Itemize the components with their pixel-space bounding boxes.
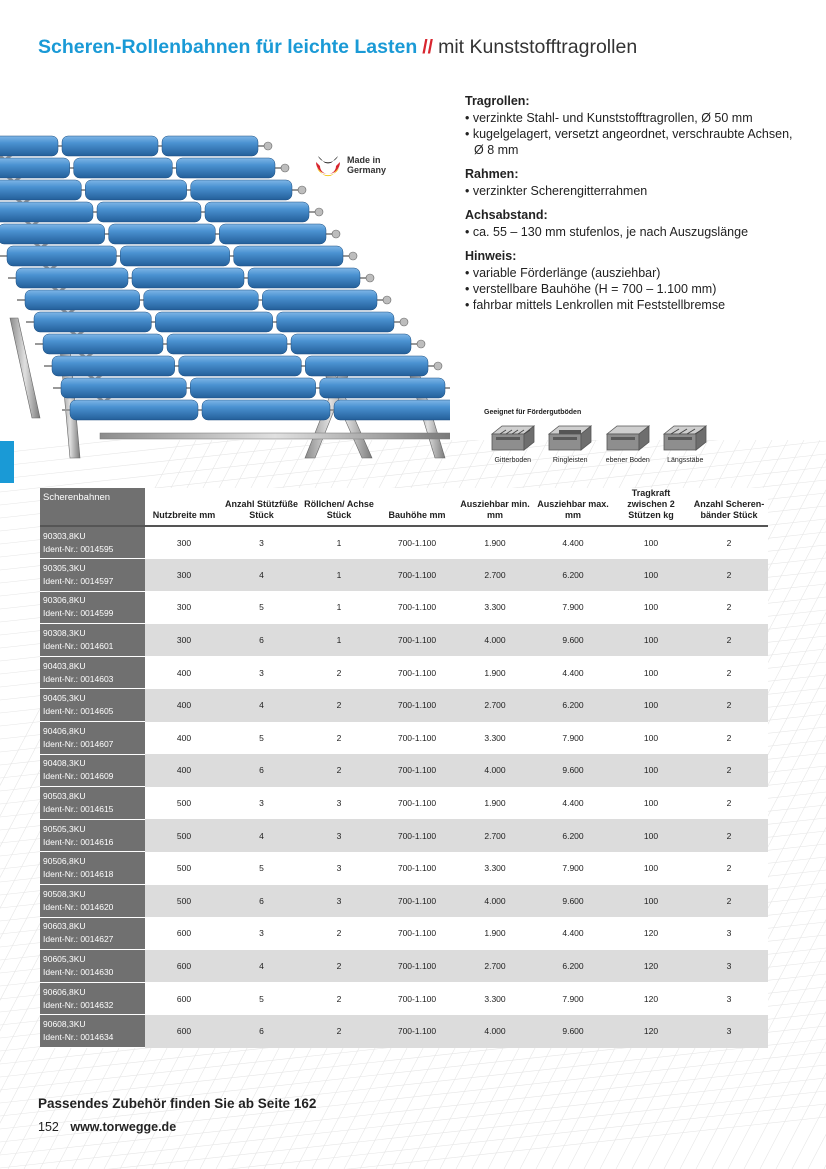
table-row	[40, 526, 768, 559]
table-cell: 3.300	[456, 982, 534, 1015]
table-cell: 100	[612, 559, 690, 592]
table-cell: 2	[690, 559, 768, 592]
table-cell: 700-1.100	[378, 656, 456, 689]
table-cell: 2.700	[456, 689, 534, 722]
table-cell: 3	[223, 526, 300, 559]
article-number: 90608,3KU	[43, 1019, 86, 1030]
table-cell: 3	[223, 787, 300, 820]
made-in-germany-text: Made in Germany	[347, 155, 387, 175]
article-number: 90508,3KU	[43, 888, 86, 899]
title-main: Scheren-Rollenbahnen für leichte Lasten	[38, 36, 418, 58]
table-cell: 700-1.100	[378, 689, 456, 722]
table-cell: 3.300	[456, 591, 534, 624]
table-row	[40, 982, 768, 1015]
column-header: Anzahl Scheren- bänder Stück	[690, 488, 768, 526]
table-cell: 600	[145, 982, 223, 1015]
table-cell: 300	[145, 591, 223, 624]
table-cell: 3	[690, 1015, 768, 1048]
floor-type-label: ebener Boden	[605, 457, 650, 464]
table-cell: 700-1.100	[378, 982, 456, 1015]
table-cell: 9.600	[534, 885, 612, 918]
table-row	[40, 787, 768, 820]
table-cell: 4.400	[534, 787, 612, 820]
table-cell: 6	[223, 1015, 300, 1048]
table-cell: 4.000	[456, 1015, 534, 1048]
table-row	[40, 917, 768, 950]
table-cell: 100	[612, 787, 690, 820]
spec-item: • verzinkter Scherengitterrahmen	[465, 184, 648, 198]
table-cell: 2	[300, 689, 378, 722]
column-header: Röllchen/ Achse Stück	[300, 488, 378, 526]
table-cell: 3	[223, 656, 300, 689]
table-cell: 700-1.100	[378, 722, 456, 755]
table-cell: 6.200	[534, 950, 612, 983]
table-row	[40, 885, 768, 918]
table-cell: 500	[145, 787, 223, 820]
table-cell: 100	[612, 689, 690, 722]
article-number: 90406,8KU	[43, 725, 86, 736]
table-cell: 2	[690, 787, 768, 820]
table-row	[40, 591, 768, 624]
table-cell: 9.600	[534, 754, 612, 787]
column-header: Nutzbreite mm	[145, 488, 223, 526]
table-cell: 4.000	[456, 624, 534, 657]
column-header: Ausziehbar max. mm	[534, 488, 612, 526]
article-cell	[40, 624, 145, 657]
spec-heading: Hinweis:	[465, 249, 517, 263]
table-cell: 700-1.100	[378, 819, 456, 852]
table-cell: 120	[612, 982, 690, 1015]
table-row	[40, 852, 768, 885]
table-cell: 120	[612, 917, 690, 950]
table-cell: 6	[223, 754, 300, 787]
article-number: 90605,3KU	[43, 954, 86, 965]
ident-number: Ident-Nr.: 0014601	[43, 641, 114, 652]
article-number: 90405,3KU	[43, 693, 86, 704]
table-cell: 300	[145, 624, 223, 657]
floor-type-label: Ringleisten	[552, 457, 588, 464]
table-cell: 100	[612, 852, 690, 885]
table-cell: 300	[145, 559, 223, 592]
article-cell	[40, 754, 145, 787]
article-cell	[40, 787, 145, 820]
article-cell	[40, 917, 145, 950]
table-cell: 2	[300, 950, 378, 983]
article-number: 90505,3KU	[43, 823, 86, 834]
table-cell: 7.900	[534, 722, 612, 755]
table-cell: 3	[690, 950, 768, 983]
table-cell: 3.300	[456, 722, 534, 755]
spec-block	[465, 94, 805, 158]
table-row	[40, 559, 768, 592]
table-cell: 6.200	[534, 559, 612, 592]
column-header: Bauhöhe mm	[378, 488, 456, 526]
table-cell: 4.000	[456, 754, 534, 787]
table-cell: 9.600	[534, 624, 612, 657]
spec-heading: Rahmen:	[465, 167, 519, 181]
table-cell: 700-1.100	[378, 787, 456, 820]
ident-number: Ident-Nr.: 0014618	[43, 869, 114, 880]
ident-number: Ident-Nr.: 0014609	[43, 771, 114, 782]
table-cell: 3	[300, 885, 378, 918]
table-cell: 100	[612, 885, 690, 918]
table-cell: 7.900	[534, 852, 612, 885]
table-cell: 3	[690, 917, 768, 950]
table-row	[40, 754, 768, 787]
table-cell: 1	[300, 559, 378, 592]
floor-types	[484, 409, 714, 464]
specifications	[465, 94, 805, 322]
table-cell: 1	[300, 526, 378, 559]
article-cell	[40, 559, 145, 592]
table-cell: 100	[612, 754, 690, 787]
table-cell: 500	[145, 852, 223, 885]
table-cell: 1.900	[456, 917, 534, 950]
table-cell: 600	[145, 950, 223, 983]
article-cell	[40, 819, 145, 852]
table-cell: 400	[145, 689, 223, 722]
table-cell: 7.900	[534, 982, 612, 1015]
table-cell: 700-1.100	[378, 624, 456, 657]
website-link[interactable]: www.torwegge.de	[70, 1120, 177, 1134]
table-cell: 5	[223, 591, 300, 624]
table-row	[40, 689, 768, 722]
table-cell: 5	[223, 852, 300, 885]
ident-number: Ident-Nr.: 0014627	[43, 934, 114, 945]
table-cell: 2	[690, 819, 768, 852]
table-cell: 600	[145, 1015, 223, 1048]
table-cell: 120	[612, 950, 690, 983]
table-cell: 2	[690, 624, 768, 657]
spec-block	[465, 167, 805, 199]
spec-item: • verstellbare Bauhöhe (H = 700 – 1.100 mm)	[465, 282, 717, 296]
floor-type-item	[657, 420, 715, 464]
page-footer	[38, 1120, 176, 1134]
accessory-note: Passendes Zubehör finden Sie ab Seite 162	[38, 1096, 317, 1111]
table-cell: 100	[612, 656, 690, 689]
table-cell: 500	[145, 819, 223, 852]
floor-types-heading: Geeignet für Fördergutböden	[484, 409, 582, 416]
table-cell: 100	[612, 526, 690, 559]
table-row	[40, 722, 768, 755]
longitudinal-bars-icon	[662, 420, 708, 454]
table-cell: 700-1.100	[378, 885, 456, 918]
spec-item: • verzinkte Stahl- und Kunststofftragrollen, Ø 50 mm	[465, 111, 753, 125]
article-number: 90603,8KU	[43, 921, 86, 932]
article-number: 90408,3KU	[43, 758, 86, 769]
germany-flag-icon	[314, 152, 342, 178]
table-cell: 700-1.100	[378, 1015, 456, 1048]
table-cell: 7.900	[534, 591, 612, 624]
table-cell: 1	[300, 624, 378, 657]
spec-item: • ca. 55 – 130 mm stufenlos, je nach Auszugslänge	[465, 225, 749, 239]
table-cell: 700-1.100	[378, 559, 456, 592]
floor-type-label: Gitterboden	[494, 457, 532, 464]
page-title	[38, 36, 637, 59]
table-cell: 120	[612, 1015, 690, 1048]
ident-number: Ident-Nr.: 0014595	[43, 543, 114, 554]
table-cell: 5	[223, 982, 300, 1015]
table-cell: 4	[223, 689, 300, 722]
table-cell: 9.600	[534, 1015, 612, 1048]
ident-number: Ident-Nr.: 0014634	[43, 1032, 114, 1043]
article-number: 90403,8KU	[43, 660, 86, 671]
table-cell: 3	[223, 917, 300, 950]
ident-number: Ident-Nr.: 0014630	[43, 967, 114, 978]
table-cell: 2	[300, 722, 378, 755]
spec-heading: Tragrollen:	[465, 94, 530, 108]
article-number: 90308,3KU	[43, 628, 86, 639]
ident-number: Ident-Nr.: 0014616	[43, 836, 114, 847]
ident-number: Ident-Nr.: 0014632	[43, 999, 114, 1010]
table-cell: 2	[690, 722, 768, 755]
ident-number: Ident-Nr.: 0014615	[43, 804, 114, 815]
article-cell	[40, 950, 145, 983]
article-cell	[40, 982, 145, 1015]
table-header-row	[40, 488, 768, 526]
table-cell: 700-1.100	[378, 917, 456, 950]
table-cell: 1.900	[456, 787, 534, 820]
table-cell: 2	[690, 852, 768, 885]
table-cell: 2	[690, 591, 768, 624]
ident-number: Ident-Nr.: 0014603	[43, 673, 114, 684]
table-cell: 2	[690, 754, 768, 787]
table-cell: 2	[300, 754, 378, 787]
table-cell: 300	[145, 526, 223, 559]
table-cell: 3.300	[456, 852, 534, 885]
table-cell: 3	[300, 787, 378, 820]
table-cell: 2	[690, 656, 768, 689]
spec-item: • fahrbar mittels Lenkrollen mit Feststellbremse	[465, 298, 726, 312]
table-cell: 100	[612, 624, 690, 657]
table-cell: 1	[300, 591, 378, 624]
table-cell: 4.400	[534, 917, 612, 950]
grid-floor-icon	[490, 420, 536, 454]
table-row	[40, 624, 768, 657]
table-cell: 2.700	[456, 819, 534, 852]
table-cell: 2	[300, 1015, 378, 1048]
table-cell: 100	[612, 722, 690, 755]
spec-heading: Achsabstand:	[465, 208, 548, 222]
table-cell: 400	[145, 656, 223, 689]
article-cell	[40, 1015, 145, 1048]
article-cell	[40, 852, 145, 885]
table-cell: 4	[223, 559, 300, 592]
table-cell: 500	[145, 885, 223, 918]
article-number: 90506,8KU	[43, 856, 86, 867]
table-cell: 6	[223, 624, 300, 657]
flat-floor-icon	[605, 420, 651, 454]
article-cell	[40, 526, 145, 559]
article-number: 90606,8KU	[43, 986, 86, 997]
table-cell: 4.400	[534, 526, 612, 559]
title-separator: //	[422, 36, 434, 58]
table-cell: 4	[223, 950, 300, 983]
floor-type-item	[484, 420, 542, 464]
table-cell: 1.900	[456, 526, 534, 559]
article-cell	[40, 591, 145, 624]
title-sub: mit Kunststofftragrollen	[438, 36, 638, 58]
table-cell: 3	[300, 819, 378, 852]
table-row	[40, 656, 768, 689]
table-cell: 6	[223, 885, 300, 918]
table-cell: 600	[145, 917, 223, 950]
table-cell: 1.900	[456, 656, 534, 689]
table-cell: 400	[145, 754, 223, 787]
page-number: 152	[38, 1120, 59, 1134]
table-cell: 2	[690, 526, 768, 559]
table-cell: 100	[612, 591, 690, 624]
article-number: 90306,8KU	[43, 595, 86, 606]
floor-type-item	[599, 420, 657, 464]
article-cell	[40, 722, 145, 755]
table-cell: 3	[300, 852, 378, 885]
table-cell: 4	[223, 819, 300, 852]
column-header: Scherenbahnen	[40, 488, 145, 526]
table-cell: 2	[690, 885, 768, 918]
floor-type-item	[542, 420, 600, 464]
table-cell: 700-1.100	[378, 852, 456, 885]
article-cell	[40, 656, 145, 689]
table-row	[40, 950, 768, 983]
article-number: 90305,3KU	[43, 562, 86, 573]
made-in-germany-badge	[314, 152, 397, 178]
table-cell: 700-1.100	[378, 754, 456, 787]
table-cell: 4.400	[534, 656, 612, 689]
table-cell: 700-1.100	[378, 526, 456, 559]
ident-number: Ident-Nr.: 0014599	[43, 608, 114, 619]
table-cell: 400	[145, 722, 223, 755]
table-cell: 2.700	[456, 950, 534, 983]
table-cell: 5	[223, 722, 300, 755]
table-cell: 2	[690, 689, 768, 722]
column-header: Ausziehbar min. mm	[456, 488, 534, 526]
ring-strips-icon	[547, 420, 593, 454]
table-cell: 100	[612, 819, 690, 852]
ident-number: Ident-Nr.: 0014607	[43, 738, 114, 749]
column-header: Tragkraft zwischen 2 Stützen kg	[612, 488, 690, 526]
article-cell	[40, 885, 145, 918]
spec-block	[465, 249, 805, 313]
spec-block	[465, 208, 805, 240]
table-row	[40, 1015, 768, 1048]
table-cell: 6.200	[534, 819, 612, 852]
table-cell: 6.200	[534, 689, 612, 722]
column-header: Anzahl Stützfüße Stück	[223, 488, 300, 526]
ident-number: Ident-Nr.: 0014620	[43, 901, 114, 912]
table-cell: 2	[300, 917, 378, 950]
table-cell: 2	[300, 982, 378, 1015]
article-number: 90303,8KU	[43, 530, 86, 541]
table-cell: 2	[300, 656, 378, 689]
table-cell: 4.000	[456, 885, 534, 918]
ident-number: Ident-Nr.: 0014597	[43, 575, 114, 586]
table-cell: 3	[690, 982, 768, 1015]
spec-item: • variable Förderlänge (ausziehbar)	[465, 266, 661, 280]
table-cell: 700-1.100	[378, 950, 456, 983]
section-tab-marker	[0, 441, 14, 483]
article-cell	[40, 689, 145, 722]
table-cell: 700-1.100	[378, 591, 456, 624]
floor-type-label: Längsstäbe	[667, 457, 704, 464]
table-row	[40, 819, 768, 852]
product-table	[40, 488, 768, 1048]
table-cell: 2.700	[456, 559, 534, 592]
article-number: 90503,8KU	[43, 791, 86, 802]
spec-item: • kugelgelagert, versetzt angeordnet, verschraubte Achsen, Ø 8 mm	[465, 127, 793, 157]
ident-number: Ident-Nr.: 0014605	[43, 706, 114, 717]
